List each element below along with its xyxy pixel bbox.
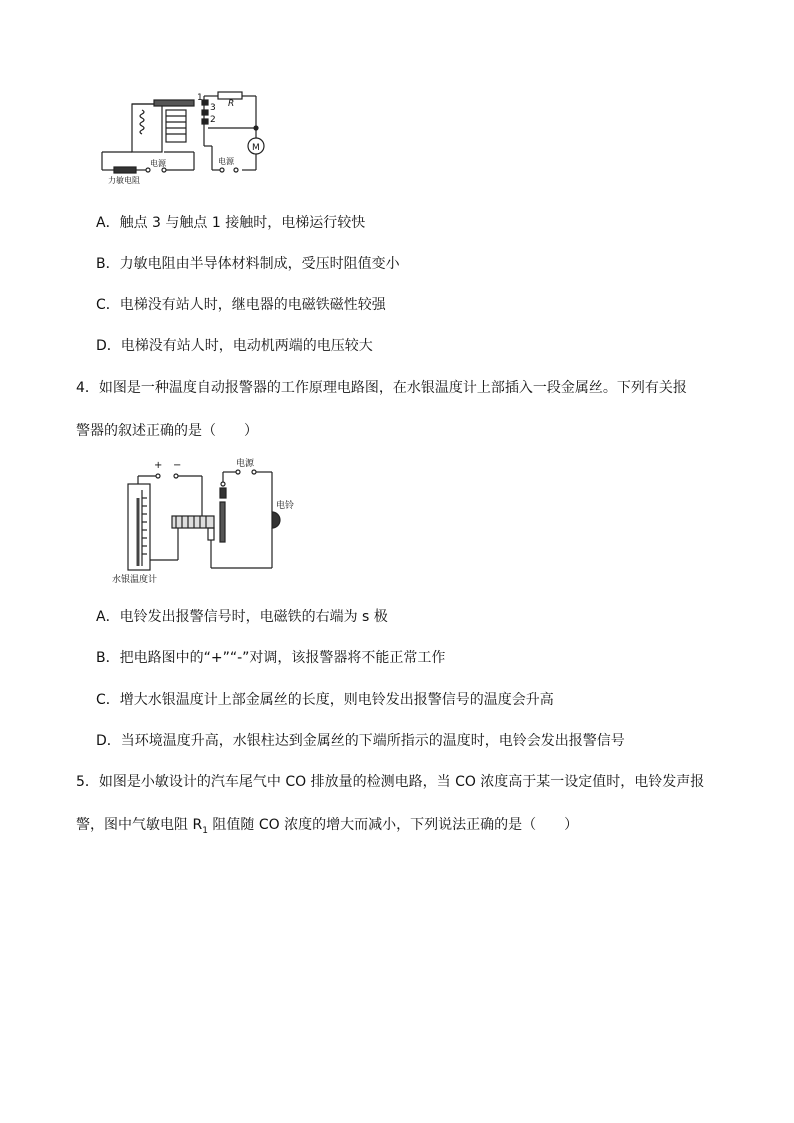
electromagnet-coil — [166, 110, 186, 142]
contact-2-label: 2 — [210, 115, 216, 125]
force-resistor-label: 力敏电阻 — [108, 176, 140, 185]
q4-stem-line1: 4．如图是一种温度自动报警器的工作原理电路图，在水银温度计上部插入一段金属丝。下列有关报 — [76, 380, 687, 396]
thermometer-label: 水银温度计 — [112, 575, 158, 585]
elevator-circuit-diagram — [94, 86, 270, 186]
right-power-label: 电源 — [218, 157, 234, 166]
relay-frame — [132, 104, 162, 152]
plus-label: + — [154, 460, 163, 471]
contact-3-label: 3 — [210, 103, 216, 113]
left-power-label: 电源 — [150, 159, 166, 168]
q3-option-c: C．电梯没有站人时，继电器的电磁铁磁性较强 — [96, 297, 386, 313]
elevator-circuit-figure — [94, 86, 270, 186]
relay-armature — [154, 100, 194, 106]
temperature-alarm-figure — [112, 458, 302, 586]
q3-option-d: D．电梯没有站人时，电动机两端的电压较大 — [96, 338, 373, 354]
contact-1-label: 1 — [197, 93, 203, 103]
resistor-r-label: R — [228, 99, 235, 109]
power-label: 电源 — [236, 459, 255, 469]
q4-option-a: A．电铃发出报警信号时，电磁铁的右端为 s 极 — [96, 609, 388, 625]
q3-option-b: B．力敏电阻由半导体材料制成，受压时阻值变小 — [96, 256, 400, 272]
resistor-r — [218, 92, 242, 99]
motor-label: M — [252, 143, 260, 153]
q5-stem-line1: 5．如图是小敏设计的汽车尾气中 CO 排放量的检测电路，当 CO 浓度高于某一设定值时，电铃发声报 — [76, 774, 705, 790]
force-sensitive-resistor — [114, 167, 136, 173]
armature-plate — [220, 502, 225, 542]
temperature-alarm-diagram — [112, 458, 302, 586]
q3-option-a: A．触点 3 与触点 1 接触时，电梯运行较快 — [96, 215, 366, 231]
q4-option-d: D．当环境温度升高，水银柱达到金属丝的下端所指示的温度时，电铃会发出报警信号 — [96, 733, 625, 749]
relay-spring — [140, 110, 144, 134]
q4-option-c: C．增大水银温度计上部金属丝的长度，则电铃发出报警信号的温度会升高 — [96, 692, 554, 708]
q4-option-b: B．把电路图中的“+”“-”对调，该报警器将不能正常工作 — [96, 650, 446, 666]
bell-label: 电铃 — [276, 501, 295, 511]
electromagnet — [172, 516, 214, 528]
minus-label: − — [173, 460, 182, 471]
q5-stem-line2: 警，图中气敏电阻 $R_1$ 阻值随 CO 浓度的增大而减小，下列说法正确的是（ ） — [76, 817, 579, 836]
q4-stem-line2: 警器的叙述正确的是（ ） — [76, 423, 258, 439]
electric-bell — [272, 512, 280, 528]
